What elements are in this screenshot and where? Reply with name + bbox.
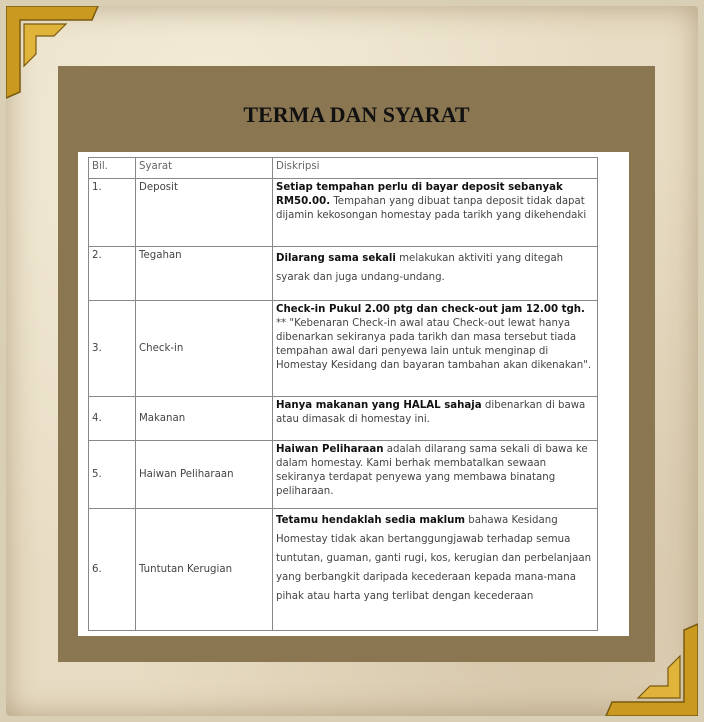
table-row	[89, 509, 598, 631]
row-number: 1.	[89, 179, 136, 247]
row-diskripsi	[273, 301, 598, 397]
terms-table	[88, 157, 598, 631]
row-number: 3.	[89, 301, 136, 397]
terms-table-panel	[78, 152, 629, 636]
row-number: 2.	[89, 247, 136, 301]
row-diskripsi-text: dibenarkan di bawa atau dimasak di homestay ini.	[276, 400, 586, 425]
row-diskripsi	[273, 509, 598, 631]
row-syarat: Haiwan Peliharaan	[136, 441, 273, 509]
table-header-row	[89, 158, 598, 179]
header-bil: Bil.	[89, 158, 136, 179]
row-diskripsi-text: adalah dilarang sama sekali di bawa ke dalam homestay. Kami berhak membatalkan sewaan sekiranya terdapat penyewa yang membawa binatang peliharaan.	[276, 444, 588, 497]
content-frame	[58, 66, 655, 662]
row-diskripsi-bold: Setiap tempahan perlu di bayar deposit sebanyak RM50.00.	[276, 182, 563, 207]
row-diskripsi-bold: Dilarang sama sekali	[276, 253, 396, 264]
row-diskripsi	[273, 397, 598, 441]
row-diskripsi	[273, 179, 598, 247]
table-row	[89, 247, 598, 301]
row-syarat: Check-in	[136, 301, 273, 397]
table-row	[89, 397, 598, 441]
row-diskripsi-bold: Hanya makanan yang HALAL sahaja	[276, 400, 482, 411]
row-diskripsi-bold: Haiwan Peliharaan	[276, 444, 384, 455]
paper-background	[6, 6, 698, 716]
row-diskripsi	[273, 247, 598, 301]
row-diskripsi-bold: Tetamu hendaklah sedia maklum	[276, 515, 465, 526]
row-syarat: Tegahan	[136, 247, 273, 301]
row-diskripsi-text: ** "Kebenaran Check-in awal atau Check-out lewat hanya dibenarkan sekiranya pada tarikh dan masa tersebut tiada tempahan awal dari penyewa lain untuk menginap di Homestay Kesidang dan bayaran tambahan akan dikenakan".	[276, 318, 592, 371]
row-diskripsi-bold: Check-in Pukul 2.00 ptg dan check-out jam 12.00 tgh.	[276, 304, 585, 315]
row-number: 5.	[89, 441, 136, 509]
table-row	[89, 179, 598, 247]
row-syarat: Deposit	[136, 179, 273, 247]
row-syarat: Makanan	[136, 397, 273, 441]
page-title: TERMA DAN SYARAT	[243, 102, 470, 127]
row-diskripsi	[273, 441, 598, 509]
row-number: 6.	[89, 509, 136, 631]
table-row	[89, 441, 598, 509]
row-number: 4.	[89, 397, 136, 441]
row-syarat: Tuntutan Kerugian	[136, 509, 273, 631]
header-syarat: Syarat	[136, 158, 273, 179]
header-diskripsi: Diskripsi	[273, 158, 598, 179]
row-diskripsi-text: bahawa Kesidang Homestay tidak akan bertanggungjawab terhadap semua tuntutan, guaman, ganti rugi, kos, kerugian dan perbelanjaan yang berbangkit daripada kecederaan kepada mana-mana pihak atau harta yang terlibat dengan kecederaan	[276, 515, 592, 602]
table-row	[89, 301, 598, 397]
row-diskripsi-text: melakukan aktiviti yang ditegah syarak dan juga undang-undang.	[276, 253, 564, 283]
row-diskripsi-text: Tempahan yang dibuat tanpa deposit tidak dapat dijamin kekosongan homestay pada tarikh yang dikehendaki	[276, 196, 587, 221]
